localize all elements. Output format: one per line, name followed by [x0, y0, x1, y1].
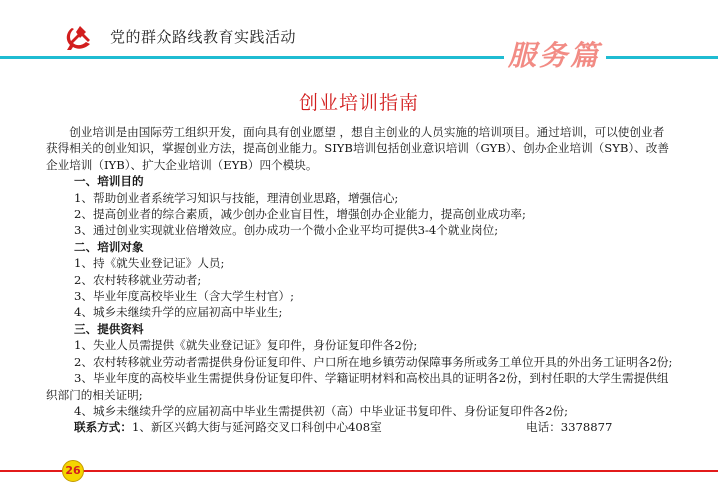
list-item: 4、城乡未继续升学的应届初高中毕业生需提供初（高）中毕业证书复印件、身份证复印件各2份;: [74, 403, 569, 418]
list-item: 1、持《就失业登记证》人员;: [74, 256, 225, 271]
document-body: [46, 124, 674, 436]
list-item: 3、通过创业实现就业倍增效应。创办成功一个微小企业平均可提供3-4个就业岗位;: [74, 223, 499, 238]
section-heading: 二、培训对象: [74, 239, 144, 254]
intro-paragraph: 创业培训是由国际劳工组织开发，面向具有创业愿望 ，想自主创业的人员实施的培训项目。通过培训，可以使创业者获得相关的创业知识，掌握创业方法，提高创业能力。SIYB培训包括创业意识培训（GYB）、创办企业培训（SYB）、改善企业培训（IYB）、扩大企业培训（EYB）四个模块。: [46, 125, 669, 172]
section-heading: 三、提供资料: [74, 321, 144, 336]
list-item: 4、城乡未继续升学的应届初高中毕业生;: [74, 305, 283, 320]
contact-label: 联系方式：: [74, 420, 132, 435]
contact-line: [46, 419, 674, 435]
list-item: 2、提高创业者的综合素质，减少创办企业盲目性，增强创办企业能力，提高创业成功率;: [74, 207, 526, 222]
list-item: 2、农村转移就业劳动者;: [74, 272, 202, 287]
section-tag: 服务篇: [508, 39, 602, 72]
page-number: 26: [62, 460, 84, 482]
list-item: 2、农村转移就业劳动者需提供身份证复印件、户口所在地乡镇劳动保障事务所或务工单位开具的外出务工证明各2份;: [74, 354, 673, 369]
party-emblem-icon: [62, 24, 96, 52]
list-item: 3、毕业年度的高校毕业生需提供身份证复印件、学籍证明材料和高校出具的证明各2份，到村任职的大学生需提供组织部门的相关证明;: [46, 371, 669, 402]
document-title: 创业培训指南: [298, 92, 419, 114]
list-item: 1、帮助创业者系统学习知识与技能，理清创业思路，增强信心;: [74, 190, 399, 205]
header-rule-left: [0, 56, 504, 59]
contact-phone: 电话：3378877: [526, 420, 613, 435]
footer-rule: [0, 470, 718, 472]
list-item: 1、失业人员需提供《就失业登记证》复印件，身份证复印件各2份;: [74, 338, 418, 353]
section-heading: 一、培训目的: [74, 174, 144, 189]
list-item: 3、毕业年度高校毕业生（含大学生村官）;: [74, 289, 294, 304]
contact-address: 1、新区兴鹤大街与延河路交叉口科创中心408室: [131, 420, 382, 435]
header-rule-right: [606, 56, 718, 59]
campaign-title: 党的群众路线教育实践活动: [110, 28, 297, 46]
